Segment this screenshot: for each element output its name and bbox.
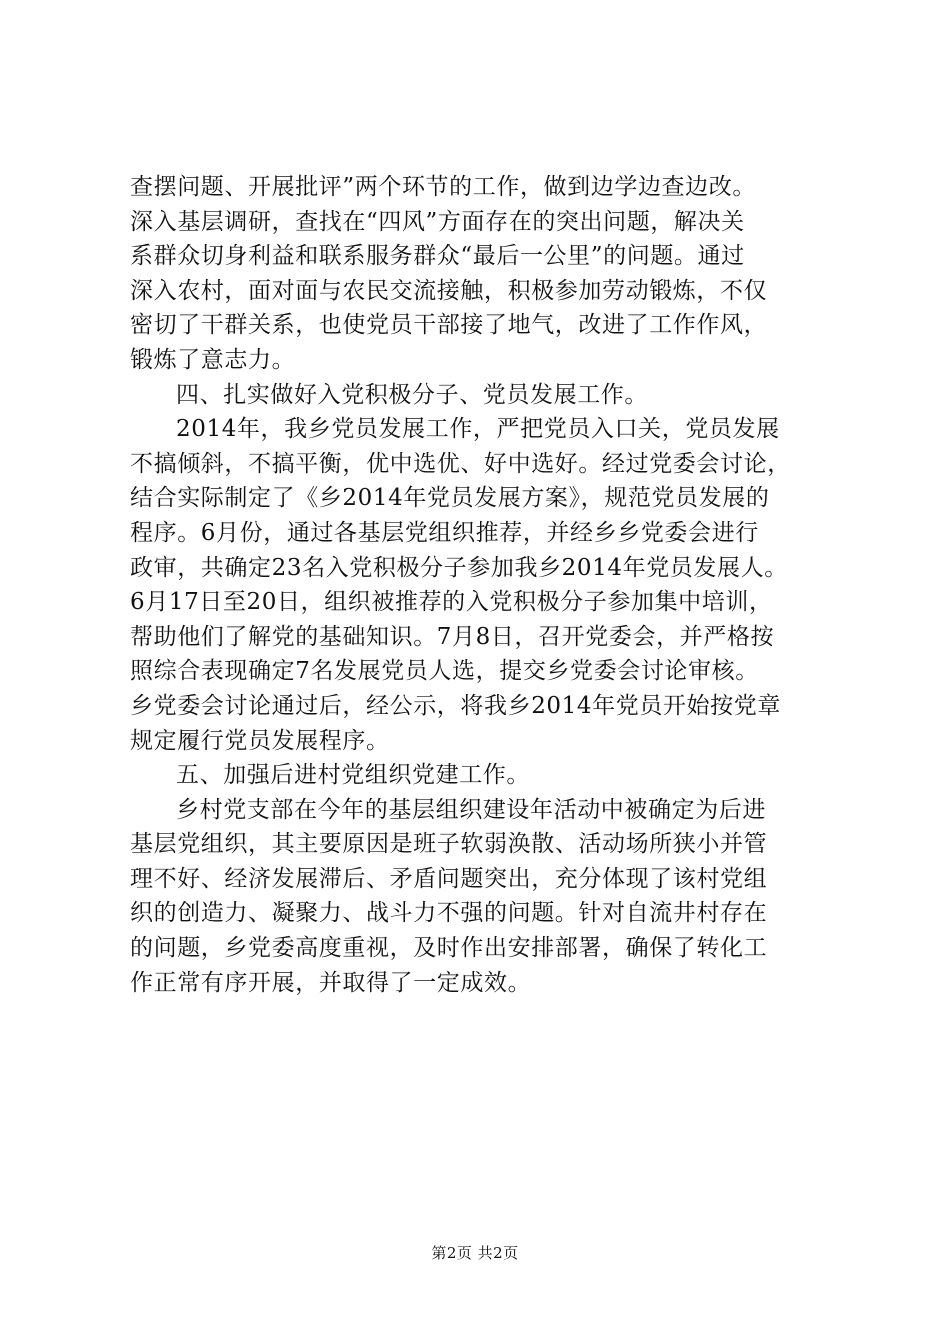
text-line: 政审，共确定23名入党积极分子参加我乡2014年党员发展人。 bbox=[130, 554, 788, 581]
text-line: 帮助他们了解党的基础知识。7月8日，召开党委会，并严格按 bbox=[130, 623, 775, 650]
text-line: 乡村党支部在今年的基层组织建设年活动中被确定为后进 bbox=[176, 796, 766, 823]
text-line: 密切了干群关系，也使党员干部接了地气，改进了工作作风， bbox=[130, 312, 768, 339]
text-line: 作正常有序开展，并取得了一定成效。 bbox=[130, 969, 532, 996]
page-footer bbox=[0, 1243, 950, 1263]
text-line: 结合实际制定了《乡2014年党员发展方案》，规范党员发展的 bbox=[130, 485, 770, 512]
text-line: 照综合表现确定7名发展党员人选，提交乡党委会讨论审核。 bbox=[130, 658, 759, 685]
section-heading: 五、加强后进村党组织党建工作。 bbox=[176, 762, 530, 789]
text-line: 系群众切身利益和联系服务群众“最后一公里”的问题。通过 bbox=[130, 243, 745, 270]
text-line: 查摆问题、开展批评”两个环节的工作，做到边学边查边改。 bbox=[130, 174, 756, 200]
text-line: 理不好、经济发展滞后、矛盾问题突出，充分体现了该村党组 bbox=[130, 865, 768, 892]
text-line: 乡党委会讨论通过后，经公示，将我乡2014年党员开始按党章 bbox=[130, 692, 781, 719]
section-heading: 四、扎实做好入党积极分子、党员发展工作。 bbox=[176, 381, 648, 408]
text-line: 2014年，我乡党员发展工作，严把党员入口关，党员发展 bbox=[176, 416, 780, 443]
document-body bbox=[130, 170, 838, 1000]
text-line: 深入基层调研，查找在“四风”方面存在的突出问题，解决关 bbox=[130, 208, 745, 235]
text-line: 的问题，乡党委高度重视，及时作出安排部署，确保了转化工 bbox=[130, 935, 768, 962]
text-line: 深入农村，面对面与农民交流接触，积极参加劳动锻炼，不仅 bbox=[130, 277, 768, 304]
text-line: 基层党组织，其主要原因是班子软弱涣散、活动场所狭小并管 bbox=[130, 831, 768, 858]
text-line: 程序。6月份，通过各基层党组织推荐，并经乡乡党委会进行 bbox=[130, 519, 759, 546]
page-number: 第2页 共2页 bbox=[431, 1244, 519, 1262]
text-line: 锻炼了意志力。 bbox=[130, 346, 296, 373]
text-line: 不搞倾斜，不搞平衡，优中选优、好中选好。经过党委会讨论， bbox=[130, 450, 791, 477]
text-line: 规定履行党员发展程序。 bbox=[130, 727, 390, 754]
text-line: 织的创造力、凝聚力、战斗力不强的问题。针对自流井村存在 bbox=[130, 900, 768, 927]
text-line: 6月17日至20日，组织被推荐的入党积极分子参加集中培训， bbox=[130, 589, 773, 616]
